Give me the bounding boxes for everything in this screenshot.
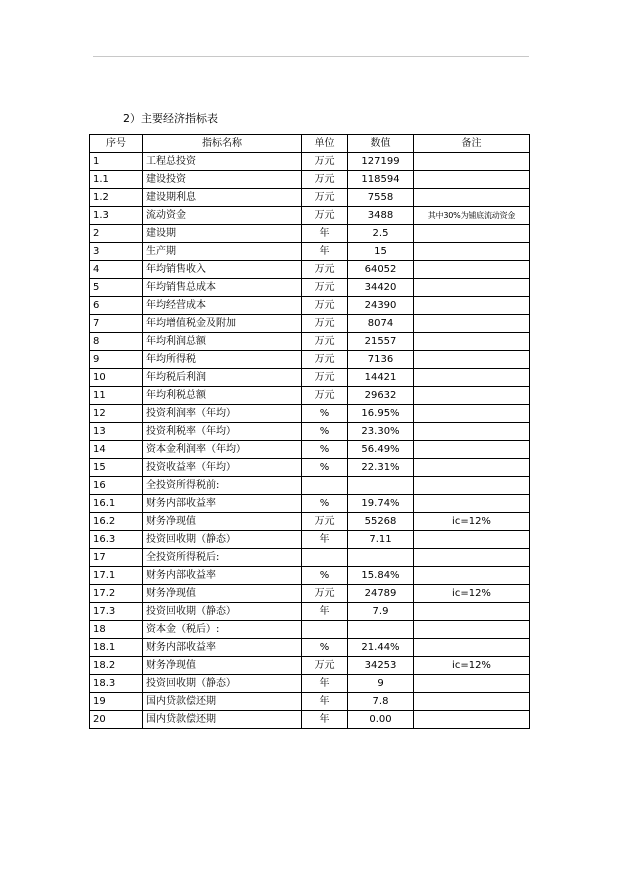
cell-note: [414, 261, 530, 279]
cell-unit: 万元: [302, 315, 348, 333]
cell-note: [414, 405, 530, 423]
cell-no: 2: [90, 225, 143, 243]
cell-no: 18.3: [90, 675, 143, 693]
cell-value: 19.74%: [348, 495, 414, 513]
table-row: [90, 675, 530, 693]
cell-no: 16.2: [90, 513, 143, 531]
cell-name: 财务内部收益率: [143, 567, 302, 585]
cell-value: 21557: [348, 333, 414, 351]
cell-value: [348, 621, 414, 639]
cell-value: 9: [348, 675, 414, 693]
cell-unit: %: [302, 459, 348, 477]
cell-note: 其中30%为铺底流动资金: [414, 207, 530, 225]
cell-name: 年均增值税金及附加: [143, 315, 302, 333]
cell-no: 18.1: [90, 639, 143, 657]
economic-indicators-table: [89, 134, 530, 729]
cell-name: 年均税后利润: [143, 369, 302, 387]
cell-name: 投资回收期（静态）: [143, 675, 302, 693]
cell-no: 16.3: [90, 531, 143, 549]
cell-no: 19: [90, 693, 143, 711]
table-row: [90, 603, 530, 621]
cell-unit: 年: [302, 711, 348, 729]
cell-unit: [302, 477, 348, 495]
table-row: [90, 387, 530, 405]
cell-name: 投资利润率（年均）: [143, 405, 302, 423]
cell-name: 国内贷款偿还期: [143, 711, 302, 729]
cell-no: 17.2: [90, 585, 143, 603]
cell-value: 8074: [348, 315, 414, 333]
cell-note: [414, 693, 530, 711]
cell-note: [414, 711, 530, 729]
cell-no: 10: [90, 369, 143, 387]
table-row: [90, 297, 530, 315]
cell-value: 127199: [348, 153, 414, 171]
table-row: [90, 405, 530, 423]
cell-name: 年均所得税: [143, 351, 302, 369]
cell-unit: [302, 549, 348, 567]
table-row: [90, 189, 530, 207]
cell-no: 4: [90, 261, 143, 279]
header-value: 数值: [348, 135, 414, 153]
cell-note: [414, 315, 530, 333]
cell-name: 年均利润总额: [143, 333, 302, 351]
cell-value: 7.11: [348, 531, 414, 549]
cell-name: 工程总投资: [143, 153, 302, 171]
cell-note: [414, 243, 530, 261]
cell-note: ic=12%: [414, 657, 530, 675]
cell-name: 年均利税总额: [143, 387, 302, 405]
cell-value: 7.8: [348, 693, 414, 711]
cell-value: 34253: [348, 657, 414, 675]
cell-no: 13: [90, 423, 143, 441]
cell-note: [414, 279, 530, 297]
cell-note: [414, 549, 530, 567]
cell-value: 15: [348, 243, 414, 261]
cell-no: 17.1: [90, 567, 143, 585]
table-row: [90, 369, 530, 387]
cell-value: 2.5: [348, 225, 414, 243]
cell-unit: 万元: [302, 279, 348, 297]
cell-no: 12: [90, 405, 143, 423]
cell-note: [414, 423, 530, 441]
table-row: [90, 333, 530, 351]
cell-unit: 年: [302, 693, 348, 711]
table-row: [90, 243, 530, 261]
cell-unit: %: [302, 495, 348, 513]
cell-note: [414, 171, 530, 189]
cell-value: 23.30%: [348, 423, 414, 441]
cell-name: 生产期: [143, 243, 302, 261]
cell-name: 财务净现值: [143, 585, 302, 603]
cell-no: 20: [90, 711, 143, 729]
cell-unit: 年: [302, 243, 348, 261]
cell-note: [414, 621, 530, 639]
cell-unit: 年: [302, 531, 348, 549]
cell-name: 投资利税率（年均）: [143, 423, 302, 441]
header-unit: 单位: [302, 135, 348, 153]
table-row: [90, 477, 530, 495]
cell-unit: 万元: [302, 189, 348, 207]
cell-value: 7558: [348, 189, 414, 207]
cell-unit: 万元: [302, 657, 348, 675]
table-row: [90, 423, 530, 441]
cell-unit: 万元: [302, 351, 348, 369]
table-row: [90, 639, 530, 657]
cell-no: 18.2: [90, 657, 143, 675]
cell-note: ic=12%: [414, 585, 530, 603]
cell-no: 1: [90, 153, 143, 171]
cell-name: 建设投资: [143, 171, 302, 189]
cell-value: 22.31%: [348, 459, 414, 477]
cell-unit: 万元: [302, 333, 348, 351]
table-row: [90, 171, 530, 189]
cell-value: 118594: [348, 171, 414, 189]
cell-unit: [302, 621, 348, 639]
cell-name: 建设期利息: [143, 189, 302, 207]
cell-note: [414, 333, 530, 351]
cell-value: 24390: [348, 297, 414, 315]
cell-no: 17.3: [90, 603, 143, 621]
cell-unit: 万元: [302, 369, 348, 387]
header-rule: [93, 56, 529, 57]
cell-unit: %: [302, 405, 348, 423]
table-row: [90, 693, 530, 711]
cell-note: [414, 603, 530, 621]
cell-name: 财务净现值: [143, 513, 302, 531]
cell-no: 6: [90, 297, 143, 315]
cell-note: [414, 225, 530, 243]
cell-value: 7136: [348, 351, 414, 369]
table-header-row: [90, 135, 530, 153]
cell-no: 18: [90, 621, 143, 639]
table-row: [90, 711, 530, 729]
cell-name: 建设期: [143, 225, 302, 243]
cell-no: 9: [90, 351, 143, 369]
cell-no: 16: [90, 477, 143, 495]
cell-value: 24789: [348, 585, 414, 603]
table-row: [90, 441, 530, 459]
table-row: [90, 549, 530, 567]
cell-no: 14: [90, 441, 143, 459]
table-row: [90, 261, 530, 279]
cell-name: 全投资所得税后:: [143, 549, 302, 567]
cell-no: 3: [90, 243, 143, 261]
cell-name: 投资回收期（静态）: [143, 603, 302, 621]
cell-value: 29632: [348, 387, 414, 405]
cell-unit: %: [302, 639, 348, 657]
cell-name: 财务内部收益率: [143, 639, 302, 657]
cell-value: [348, 549, 414, 567]
cell-unit: 万元: [302, 261, 348, 279]
cell-no: 8: [90, 333, 143, 351]
cell-note: [414, 441, 530, 459]
cell-name: 资本金（税后）:: [143, 621, 302, 639]
cell-value: 64052: [348, 261, 414, 279]
cell-note: [414, 351, 530, 369]
header-name: 指标名称: [143, 135, 302, 153]
cell-name: 国内贷款偿还期: [143, 693, 302, 711]
cell-note: [414, 189, 530, 207]
cell-name: 投资回收期（静态）: [143, 531, 302, 549]
header-no: 序号: [90, 135, 143, 153]
cell-name: 投资收益率（年均）: [143, 459, 302, 477]
cell-name: 年均经营成本: [143, 297, 302, 315]
table-row: [90, 315, 530, 333]
table-row: [90, 153, 530, 171]
table-row: [90, 351, 530, 369]
cell-unit: 万元: [302, 207, 348, 225]
cell-no: 11: [90, 387, 143, 405]
cell-note: [414, 459, 530, 477]
cell-value: 21.44%: [348, 639, 414, 657]
cell-name: 流动资金: [143, 207, 302, 225]
cell-no: 5: [90, 279, 143, 297]
cell-unit: 万元: [302, 513, 348, 531]
header-note: 备注: [414, 135, 530, 153]
table-body: [90, 153, 530, 729]
cell-note: [414, 531, 530, 549]
cell-unit: 年: [302, 675, 348, 693]
cell-no: 1.3: [90, 207, 143, 225]
table-row: [90, 207, 530, 225]
cell-value: 15.84%: [348, 567, 414, 585]
cell-value: 3488: [348, 207, 414, 225]
cell-note: [414, 369, 530, 387]
cell-value: 55268: [348, 513, 414, 531]
cell-unit: 年: [302, 603, 348, 621]
cell-unit: 年: [302, 225, 348, 243]
table-row: [90, 585, 530, 603]
cell-value: 34420: [348, 279, 414, 297]
cell-no: 16.1: [90, 495, 143, 513]
section-title: 2）主要经济指标表: [123, 112, 218, 125]
cell-value: 14421: [348, 369, 414, 387]
cell-note: [414, 567, 530, 585]
table-row: [90, 513, 530, 531]
cell-unit: %: [302, 441, 348, 459]
cell-note: [414, 639, 530, 657]
cell-note: ic=12%: [414, 513, 530, 531]
cell-note: [414, 477, 530, 495]
table-row: [90, 621, 530, 639]
cell-name: 年均销售总成本: [143, 279, 302, 297]
cell-no: 15: [90, 459, 143, 477]
cell-note: [414, 153, 530, 171]
cell-unit: 万元: [302, 297, 348, 315]
table-row: [90, 567, 530, 585]
cell-unit: 万元: [302, 153, 348, 171]
cell-unit: %: [302, 423, 348, 441]
cell-name: 资本金利润率（年均）: [143, 441, 302, 459]
cell-value: 16.95%: [348, 405, 414, 423]
cell-note: [414, 495, 530, 513]
table-row: [90, 495, 530, 513]
cell-name: 年均销售收入: [143, 261, 302, 279]
table-row: [90, 459, 530, 477]
cell-no: 1.1: [90, 171, 143, 189]
cell-value: [348, 477, 414, 495]
cell-value: 56.49%: [348, 441, 414, 459]
table-row: [90, 657, 530, 675]
cell-name: 财务净现值: [143, 657, 302, 675]
table-row: [90, 279, 530, 297]
cell-no: 1.2: [90, 189, 143, 207]
cell-note: [414, 297, 530, 315]
cell-note: [414, 387, 530, 405]
cell-unit: 万元: [302, 387, 348, 405]
cell-unit: %: [302, 567, 348, 585]
cell-value: 7.9: [348, 603, 414, 621]
table-row: [90, 531, 530, 549]
cell-note: [414, 675, 530, 693]
cell-value: 0.00: [348, 711, 414, 729]
cell-no: 7: [90, 315, 143, 333]
cell-name: 财务内部收益率: [143, 495, 302, 513]
cell-unit: 万元: [302, 585, 348, 603]
cell-unit: 万元: [302, 171, 348, 189]
cell-name: 全投资所得税前:: [143, 477, 302, 495]
cell-no: 17: [90, 549, 143, 567]
table-row: [90, 225, 530, 243]
